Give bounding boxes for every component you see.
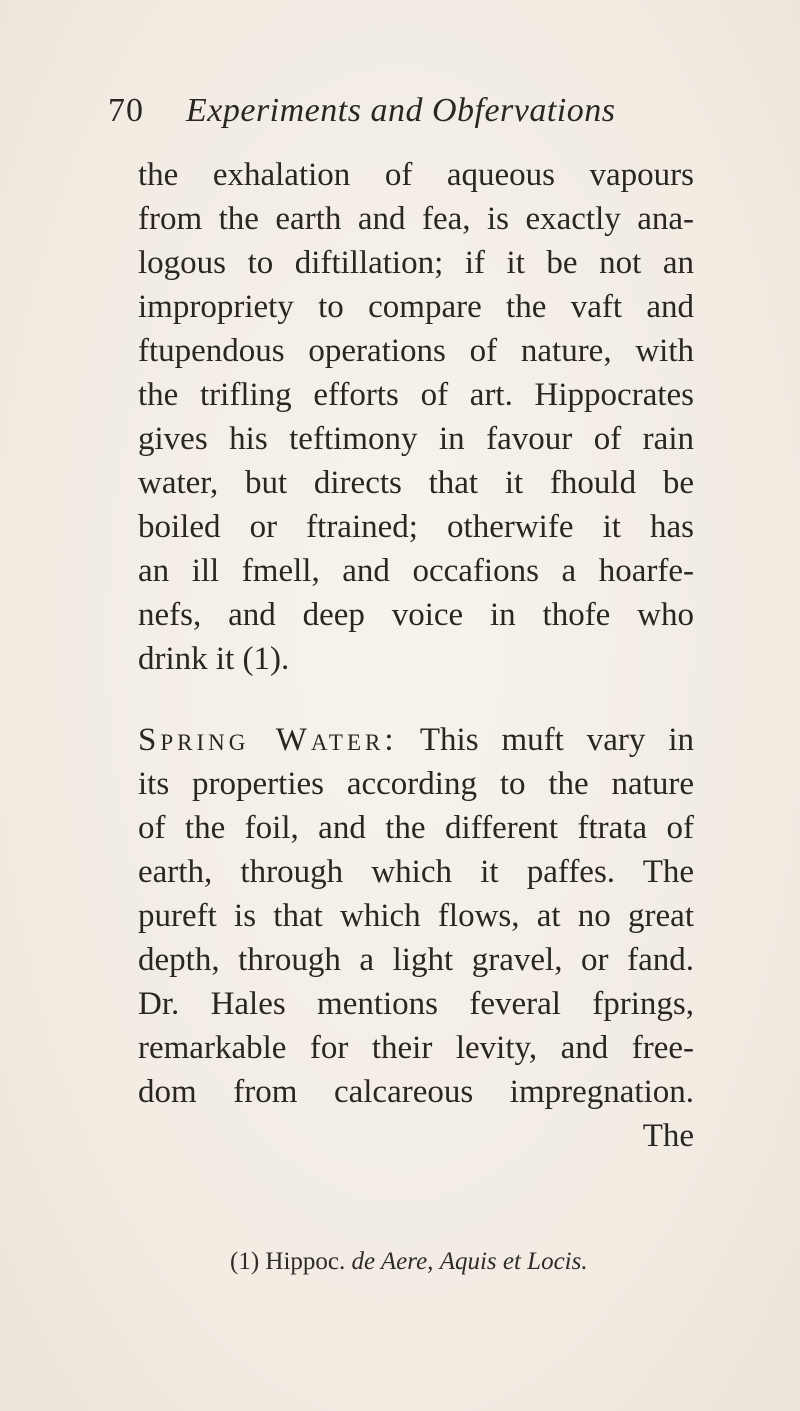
footnote-work-continued: Aquis et Locis. [439, 1248, 588, 1275]
text-line: ftupendous operations of nature, with [138, 333, 694, 369]
running-title: Experiments and Obfervations [186, 92, 616, 129]
text-line: dom from calcareous impregnation. [138, 1074, 694, 1110]
catchword: The [642, 1118, 694, 1154]
footnote-marker: (1) [230, 1248, 260, 1275]
text-line: an ill fmell, and occafions a hoarfe- [138, 553, 694, 589]
section-heading: Spring Water: [138, 722, 398, 758]
text-line: of the foil, and the different ftrata of [138, 810, 694, 846]
text-line: remarkable for their levity, and free- [138, 1030, 694, 1066]
text-line: the trifling efforts of art. Hippocrates [138, 377, 694, 413]
footnote-work: de Aere, [351, 1248, 434, 1275]
text-line: earth, through which it paffes. The [138, 854, 694, 890]
text-line: impropriety to compare the vaft and [138, 289, 694, 325]
text-line: boiled or ftrained; otherwife it has [138, 509, 694, 545]
text-line: from the earth and fea, is exactly ana- [138, 201, 694, 237]
text-line: Dr. Hales mentions feveral fprings, [138, 986, 694, 1022]
paragraph-spring-water [138, 718, 694, 1158]
footnote-author: Hippoc. [265, 1248, 346, 1275]
text-line: logous to diftillation; if it be not an [138, 245, 694, 281]
text-line: drink it (1). [138, 641, 290, 677]
text-line-rest: This muft vary in [419, 722, 694, 758]
text-line: depth, through a light gravel, or fand. [138, 942, 694, 978]
text-line: its properties according to the nature [138, 766, 694, 802]
text-line: pureft is that which flows, at no great [138, 898, 694, 934]
page-number: 70 [108, 92, 144, 129]
text-line: water, but directs that it fhould be [138, 465, 694, 501]
running-head [108, 92, 708, 142]
text-line: nefs, and deep voice in thofe who [138, 597, 694, 633]
text-line: gives his teftimony in favour of rain [138, 421, 694, 457]
text-line-first [138, 718, 694, 762]
text-line: the exhalation of aqueous vapours [138, 157, 694, 193]
paragraph-rain-water [138, 153, 694, 681]
footnote [230, 1248, 588, 1276]
